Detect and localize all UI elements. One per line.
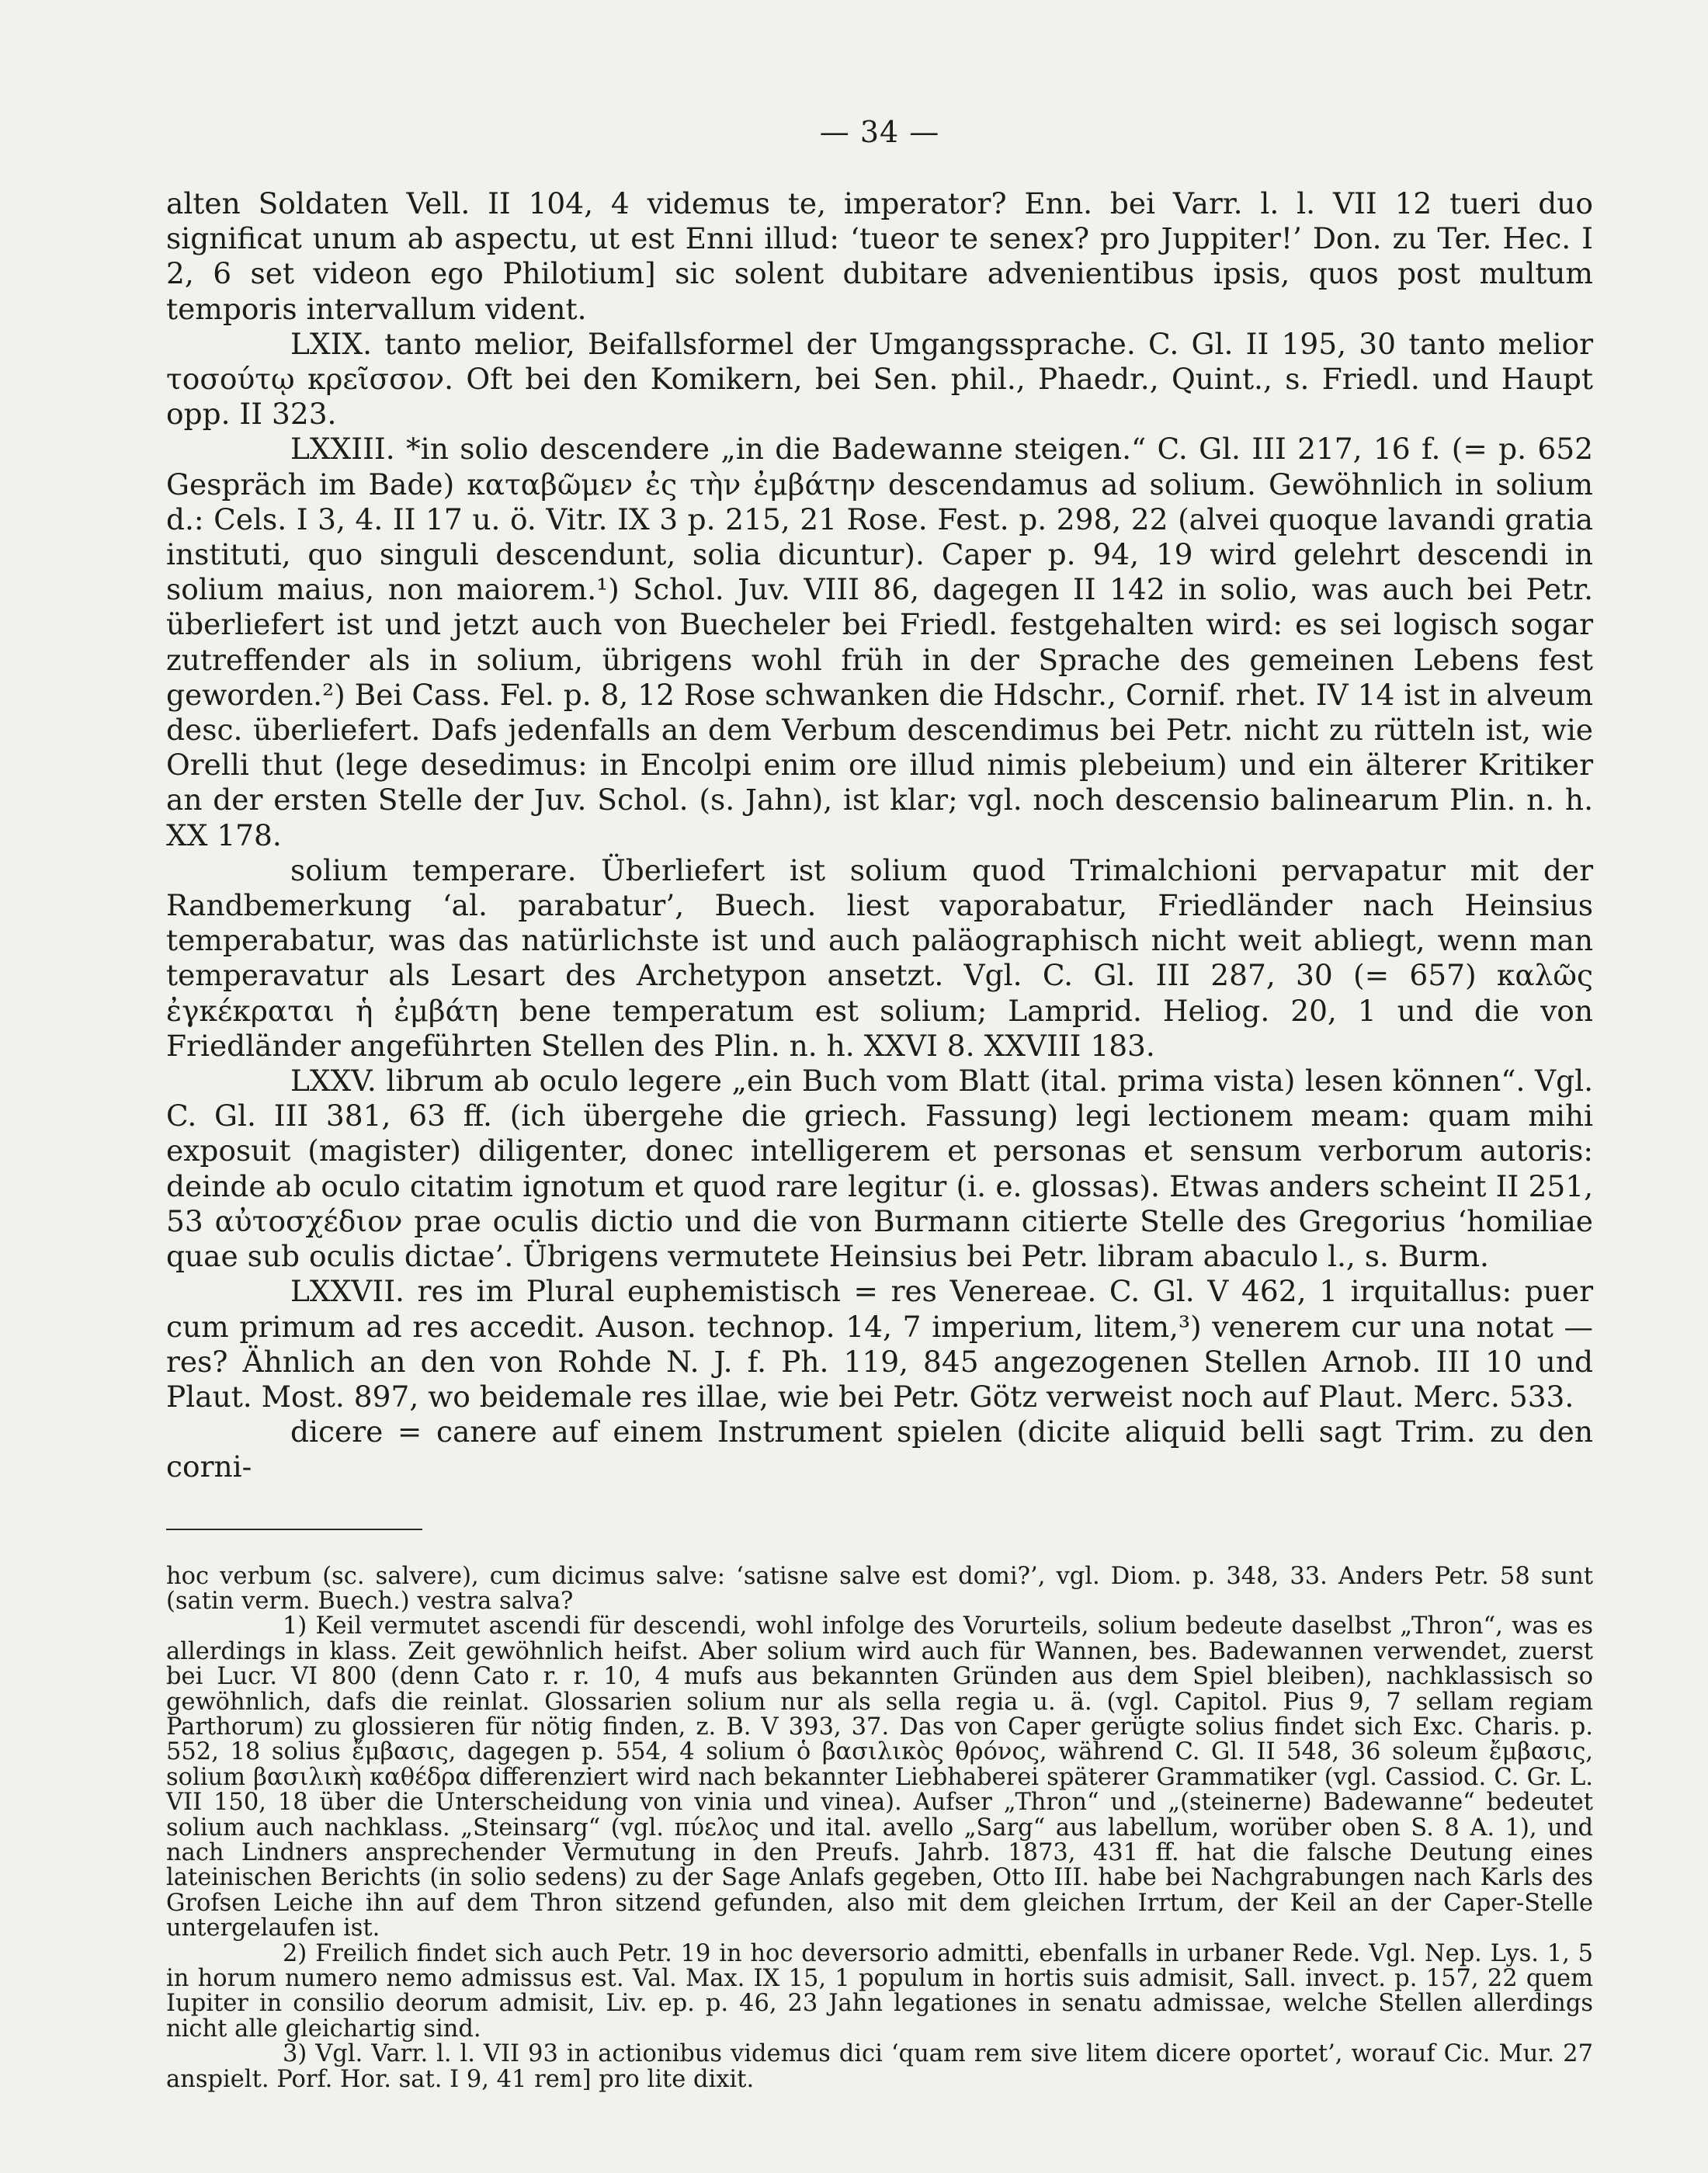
main-text	[166, 186, 1593, 1485]
footnote-1: 1) Keil vermutet ascendi für descendi, wohl infolge des Vorurteils, solium bedeute daselbst „Thron“, was es allerdings in klass. Zeit gewöhnlich heifst. Aber solium wird auch für Wannen, bes. Badewannen verwendet, zuerst bei Lucr. VI 800 (denn Cato r. r. 10, 4 mufs aus bekannten Gründen aus dem Spiel bleiben), nachklassisch so gewöhnlich, dafs die reinlat. Glossarien solium nur als sella regia u. ä. (vgl. Capitol. Pius 9, 7 sellam regiam Parthorum) zu glossieren für nötig finden, z. B. V 393, 37. Das von Caper gerügte solius findet sich Exc. Charis. p. 552, 18 solius ἔμβασις, dagegen p. 554, 4 solium ὁ βασιλικὸς θρόνος, während C. Gl. II 548, 36 soleum ἔμβασις, solium βασιλικὴ καθέδρα differenziert wird nach bekannter Liebhaberei späterer Grammatiker (vgl. Cassiod. C. Gr. L. VII 150, 18 über die Unterscheidung von vinia und vinea). Aufser „Thron“ und „(steinerne) Badewanne“ bedeutet solium auch nachklass. „Steinsarg“ (vgl. πύελος und ital. avello „Sarg“ aus labellum, worüber oben S. 8 A. 1), und nach Lindners ansprechender Vermutung in den Preufs. Jahrb. 1873, 431 ff. hat die falsche Deutung eines lateinischen Berichts (in solio sedens) zu der Sage Anlafs gegeben, Otto III. habe bei Nachgrabungen nach Karls des Grofsen Leiche ihn auf dem Thron sitzend gefunden, also mit dem gleichen Irrtum, der Keil an der Caper-Stelle untergelaufen ist.	[166, 1612, 1593, 1942]
footnotes	[166, 1564, 1593, 2093]
paragraph-lxxv: LXXV. librum ab oculo legere „ein Buch vom Blatt (ital. prima vista) lesen können“. Vgl. C. Gl. III 381, 63 ff. (ich übergehe die griech. Fassung) legi lectionem meam: quam mihi exposuit (magister) diligenter, donec intelligerem et personas et sensum verborum autoris: deinde ab oculo citatim ignotum et quod rare legitur (i. e. glossas). Etwas anders scheint II 251, 53 αὐτοσχέδιον prae oculis dictio und die von Burmann citierte Stelle des Gregorius ‘homiliae quae sub oculis dictae’. Übrigens vermutete Heinsius bei Petr. libram abaculo l., s. Burm.	[166, 1064, 1593, 1274]
page-number: — 34 —	[819, 115, 940, 149]
paragraph-lxxvii: LXXVII. res im Plural euphemistisch = res Venereae. C. Gl. V 462, 1 irquitallus: puer cum primum ad res accedit. Auson. technop. 14, 7 imperium, litem,³) venerem cur una notat — res? Ähnlich an den von Rohde N. J. f. Ph. 119, 845 angezogenen Stellen Arnob. III 10 und Plaut. Most. 897, wo beidemale res illae, wie bei Petr. Götz verweist noch auf Plaut. Merc. 533.	[166, 1274, 1593, 1414]
paragraph-continuation: alten Soldaten Vell. II 104, 4 videmus te, imperator? Enn. bei Varr. l. l. VII 12 tueri duo significat unum ab aspectu, ut est Enni illud: ‘tueor te senex? pro Juppiter!’ Don. zu Ter. Hec. I 2, 6 set videon ego Philotium] sic solent dubitare advenientibus ipsis, quos post multum temporis intervallum vident.	[166, 186, 1593, 326]
paragraph-lxix: LXIX. tanto melior, Beifallsformel der Umgangssprache. C. Gl. II 195, 30 tanto melior τοσούτῳ κρεῖσσον. Oft bei den Komikern, bei Sen. phil., Phaedr., Quint., s. Friedl. und Haupt opp. II 323.	[166, 326, 1593, 432]
footnote-3: 3) Vgl. Varr. l. l. VII 93 in actionibus videmus dici ‘quam rem sive litem dicere oportet’, worauf Cic. Mur. 27 anspielt. Porf. Hor. sat. I 9, 41 rem] pro lite dixit.	[166, 2040, 1593, 2093]
paragraph-solium-temperare: solium temperare. Überliefert ist solium quod Trimalchioni pervapatur mit der Randbemerkung ‘al. parabatur’, Buech. liest vaporabatur, Friedländer nach Heinsius temperabatur, was das natürlichste ist und auch paläographisch nicht weit abliegt, wenn man temperavatur als Lesart des Archetypon ansetzt. Vgl. C. Gl. III 287, 30 (= 657) καλῶς ἐγκέκραται ἡ ἐμβάτη bene temperatum est solium; Lamprid. Heliog. 20, 1 und die von Friedländer angeführten Stellen des Plin. n. h. XXVI 8. XXVIII 183.	[166, 852, 1593, 1063]
footnote-divider	[166, 1529, 422, 1530]
paragraph-dicere: dicere = canere auf einem Instrument spielen (dicite aliquid belli sagt Trim. zu den corni-	[166, 1415, 1593, 1484]
footnote-continuation: hoc verbum (sc. salvere), cum dicimus salve: ‘satisne salve est domi?’, vgl. Diom. p. 348, 33. Anders Petr. 58 sunt (satin verm. Buech.) vestra salva?	[166, 1562, 1593, 1615]
paragraph-lxxiii: LXXIII. *in solio descendere „in die Badewanne steigen.“ C. Gl. III 217, 16 f. (= p. 652 Gespräch im Bade) καταβῶμεν ἐς τὴν ἐμβάτην descendamus ad solium. Gewöhnlich in solium d.: Cels. I 3, 4. II 17 u. ö. Vitr. IX 3 p. 215, 21 Rose. Fest. p. 298, 22 (alvei quoque lavandi gratia instituti, quo singuli descendunt, solia dicuntur). Caper p. 94, 19 wird gelehrt descendi in solium maius, non maiorem.¹) Schol. Juv. VIII 86, dagegen II 142 in solio, was auch bei Petr. überliefert ist und jetzt auch von Buecheler bei Friedl. festgehalten wird: es sei logisch sogar zutreffender als in solium, übrigens wohl früh in der Sprache des gemeinen Lebens fest geworden.²) Bei Cass. Fel. p. 8, 12 Rose schwanken die Hdschr., Cornif. rhet. IV 14 ist in alveum desc. überliefert. Dafs jedenfalls an dem Verbum descendimus bei Petr. nicht zu rütteln ist, wie Orelli thut (lege desedimus: in Encolpi enim ore illud nimis plebeium) und ein älterer Kritiker an der ersten Stelle der Juv. Schol. (s. Jahn), ist klar; vgl. noch descensio balinearum Plin. n. h. XX 178.	[166, 432, 1593, 852]
footnote-2: 2) Freilich findet sich auch Petr. 19 in hoc deversorio admitti, ebenfalls in urbaner Rede. Vgl. Nep. Lys. 1, 5 in horum numero nemo admissus est. Val. Max. IX 15, 1 populum in hortis suis admisit, Sall. invect. p. 157, 22 quem Iupiter in consilio deorum admisit, Liv. ep. p. 46, 23 Jahn legationes in senatu admissae, welche Stellen allerdings nicht alle gleichartig sind.	[166, 1939, 1593, 2043]
